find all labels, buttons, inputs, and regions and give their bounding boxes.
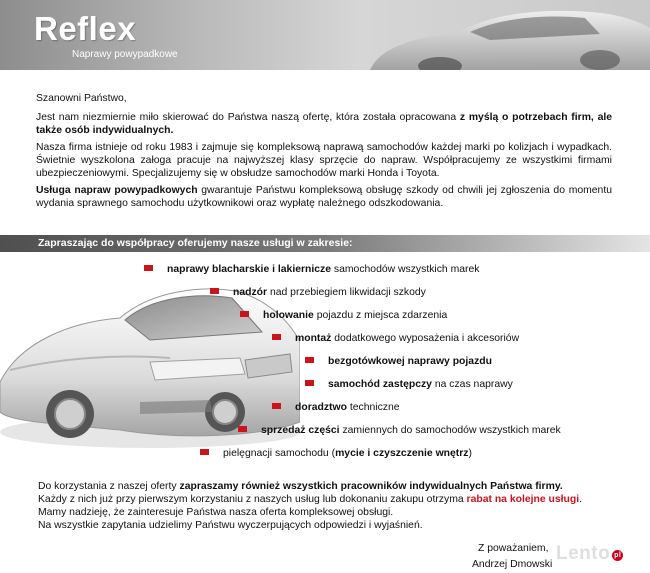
service-pre: pielęgnacji samochodu ( <box>223 448 336 459</box>
bullet-icon <box>240 311 249 317</box>
bullet-icon <box>305 380 314 386</box>
service-post: nad przebiegiem likwidacji szkody <box>267 287 426 298</box>
bullet-icon <box>210 288 219 294</box>
service-item <box>200 447 472 460</box>
services-band <box>0 235 650 252</box>
bullet-icon <box>200 449 209 455</box>
service-bold: sprzedaż części <box>261 425 340 436</box>
service-bold: nadzór <box>233 287 268 298</box>
lento-watermark <box>556 543 623 565</box>
service-post: ) <box>468 448 472 459</box>
service-bold: bezgotówkowej naprawy pojazdu <box>328 356 492 367</box>
greeting: Szanowni Państwo, <box>36 93 127 104</box>
service-bold: samochód zastępczy <box>328 379 432 390</box>
footer-line-2-text: Każdy z nich już przy pierwszym korzystaniu z naszych usług lub dokonaniu zakupu otrzyma <box>38 494 467 505</box>
letter-body <box>36 92 612 214</box>
service-item <box>305 355 492 368</box>
discount-highlight: rabat na kolejne usługi <box>466 494 580 505</box>
watermark-pl-badge: pl <box>614 552 622 559</box>
watermark-text: Lento <box>556 543 611 564</box>
bullet-icon <box>238 426 247 432</box>
service-item <box>305 378 513 391</box>
signature-name: Andrzej Dmowski <box>472 559 553 570</box>
footer-line-3: Mamy nadzieję, że zainteresuje Państwa nasza oferta kompleksowej obsługi. <box>38 507 394 518</box>
bullet-icon <box>305 357 314 363</box>
service-item <box>240 309 447 322</box>
service-bold: mycie i czyszczenie wnętrz <box>335 448 469 459</box>
paragraph-1 <box>36 111 612 137</box>
service-post: techniczne <box>346 402 400 413</box>
bullet-icon <box>272 334 281 340</box>
service-bold: montaż <box>295 333 332 344</box>
header-car-image <box>350 0 650 70</box>
footer-line-1 <box>38 480 628 493</box>
bullet-icon <box>144 265 153 271</box>
brand-subtitle: Naprawy powypadkowe <box>72 49 178 60</box>
paragraph-1-emphasis: z myślą o potrzebach firm, ale także osób indywidualnych. <box>36 112 613 136</box>
closing-phrase: Z poważaniem, <box>478 543 549 554</box>
service-item <box>272 401 400 414</box>
header-banner <box>0 0 650 70</box>
service-post: dodatkowego wyposażenia i akcesoriów <box>331 333 520 344</box>
footer-line-1-text: Do korzystania z naszej oferty <box>38 481 180 492</box>
service-item <box>272 332 519 345</box>
service-post: pojazdu z miejsca zdarzenia <box>313 310 448 321</box>
paragraph-1-text: Jest nam niezmiernie miło skierować do Państwa naszą ofertę, która została opracowana <box>36 112 460 123</box>
service-item <box>144 263 479 276</box>
services-heading: Zapraszając do współpracy oferujemy nasze usługi w zakresie: <box>38 237 353 249</box>
footer-line-2-end: . <box>579 494 583 505</box>
paragraph-3 <box>36 184 612 210</box>
paragraph-2: Nasza firma istnieje od roku 1983 i zajmuje się kompleksową naprawą samochodów każdej marki po kolizjach i wypadkach. Świetnie wyszkolona załoga pracuje na najwyższej klasy sprzęcie do napraw. Współpracujemy ze wszystkimi firmami ubezpieczeniowymi. Specjalizujemy się w obsłudze samochodów marki Honda i Toyota. <box>36 142 612 179</box>
footer-line-4: Na wszystkie zapytania udzielimy Państwu wyczerpujących odpowiedzi i wyjaśnień. <box>38 520 423 531</box>
service-post: zamiennych do samochodów wszystkich marek <box>339 425 561 436</box>
footer-line-1-emphasis: zapraszamy również wszystkich pracowników indywidualnych Państwa firmy. <box>179 481 563 492</box>
service-post: samochodów wszystkich marek <box>331 264 480 275</box>
paragraph-3-emphasis: Usługa napraw powypadkowych <box>36 185 198 196</box>
service-bold: naprawy blacharskie i lakiernicze <box>167 264 332 275</box>
footer-line-2 <box>38 493 628 506</box>
service-item <box>210 286 426 299</box>
paragraph-3-text: gwarantuje Państwu kompleksową obsługę szkody od chwili jej zgłoszenia do momentu wydania sprawnego samochodu użytkownikowi oraz wypłatę należnego odszkodowania. <box>36 185 613 209</box>
service-post: na czas naprawy <box>431 379 513 390</box>
letter-footer <box>38 480 628 532</box>
service-item <box>238 424 561 437</box>
service-bold: doradztwo <box>295 402 347 413</box>
service-bold: holowanie <box>263 310 314 321</box>
brand-title: Reflex <box>34 10 137 47</box>
bullet-icon <box>272 403 281 409</box>
